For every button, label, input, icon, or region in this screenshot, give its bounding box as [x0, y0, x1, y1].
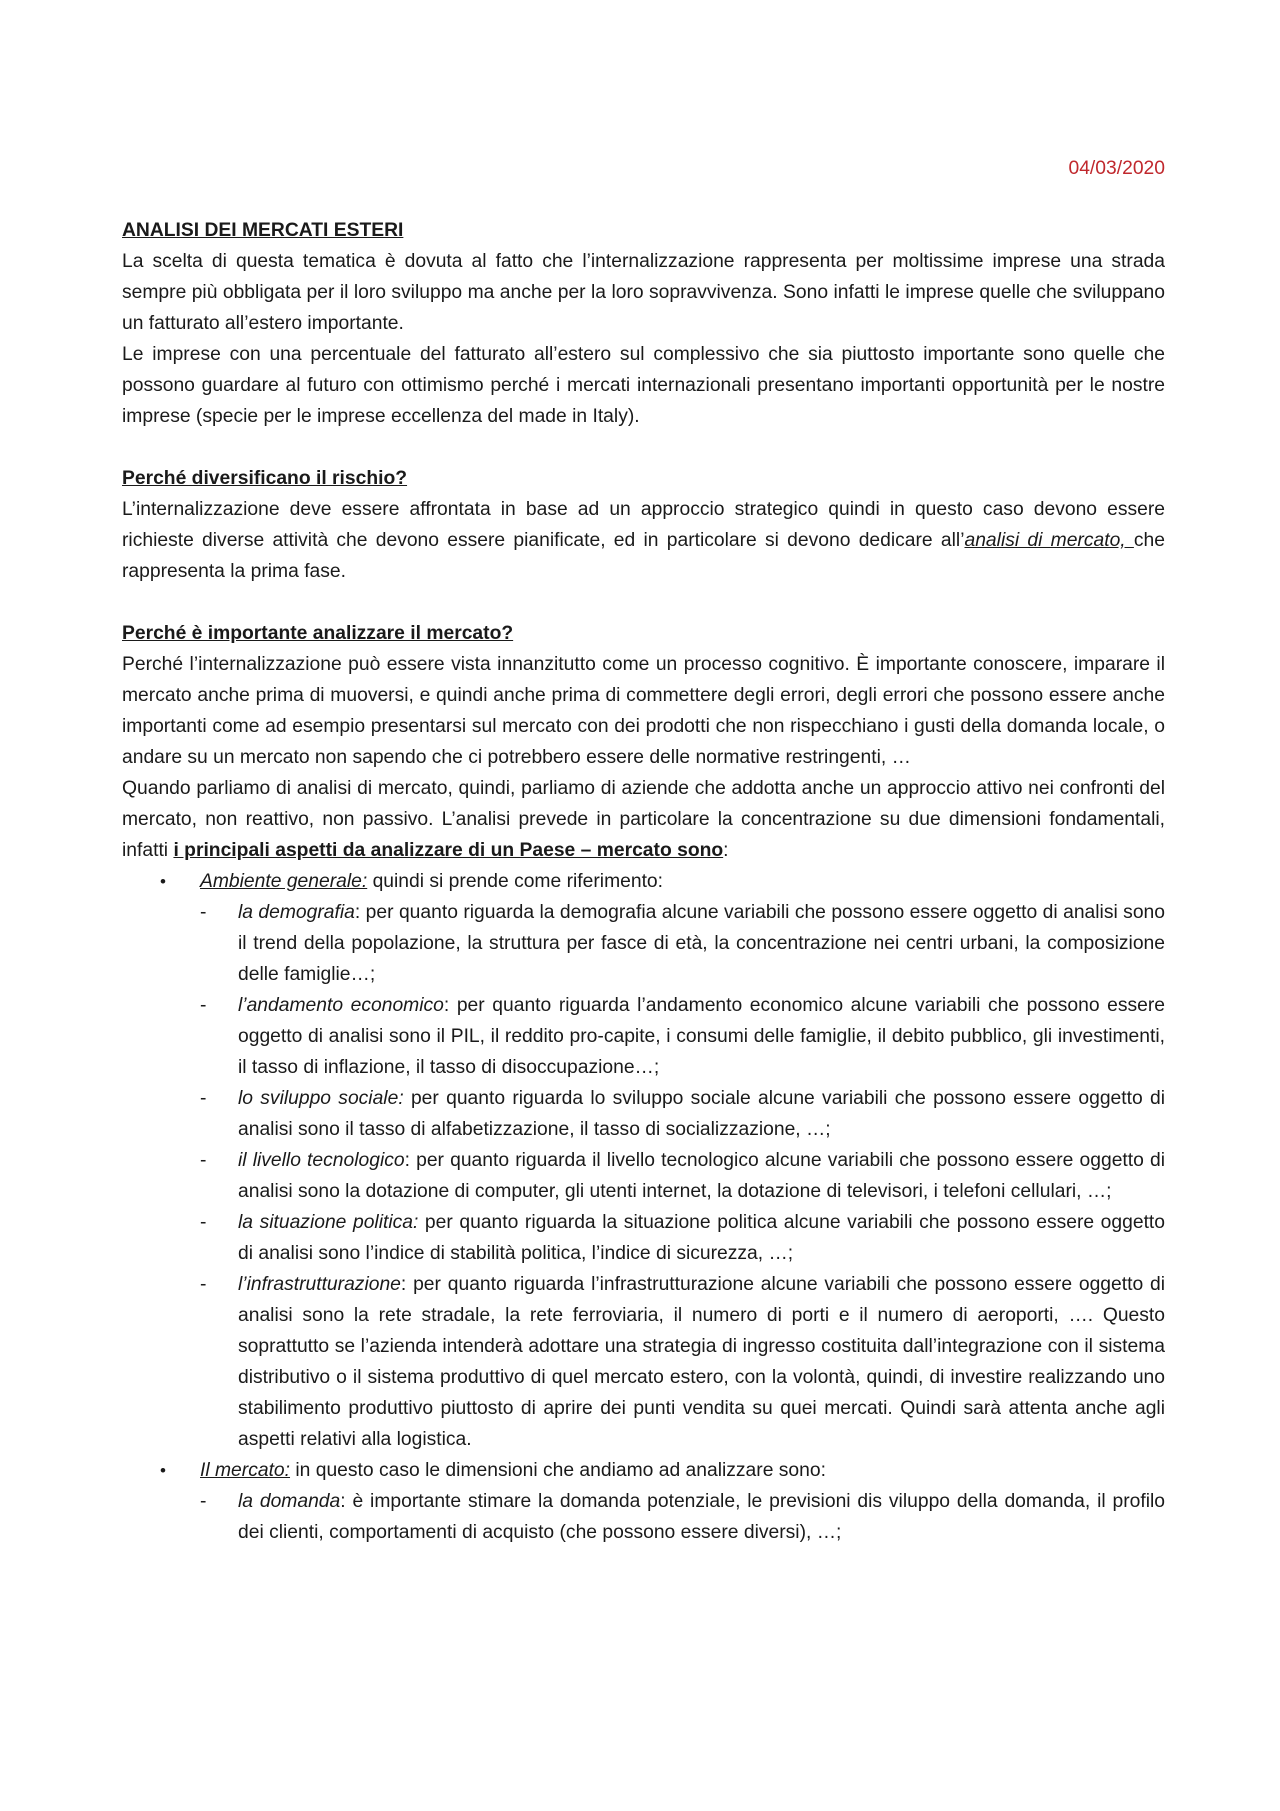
bullet-item-market — [122, 1455, 1165, 1548]
document-date: 04/03/2020 — [1068, 158, 1165, 179]
dash-text: : per quanto riguarda il livello tecnologico alcune variabili che possono essere oggetto di analisi sono la dotazione di computer, gli utenti internet, la dotazione di televisori, i telefoni cellulari, …; — [238, 1150, 1165, 1202]
dash-term: lo sviluppo sociale: — [238, 1088, 404, 1109]
dash-term: l’andamento economico — [238, 995, 444, 1016]
section-importance-emphasis: i principali aspetti da analizzare di un Paese – mercato sono — [173, 840, 724, 861]
document-title: ANALISI DEI MERCATI ESTERI — [122, 220, 404, 241]
bullet-title: Ambiente generale: — [200, 871, 368, 892]
dash-text: per quanto riguarda lo sviluppo sociale alcune variabili che possono essere oggetto di analisi sono il tasso di alfabetizzazione, il tasso di socializzazione, …; — [238, 1088, 1165, 1140]
dash-icon: - — [200, 1491, 207, 1512]
section-risk-text-before: L’internalizzazione deve essere affrontata in base ad un approccio strategico quindi in questo caso devono essere richieste diverse attività che devono essere pianificate, ed in particolare si devono dedicare all’ — [122, 499, 1165, 551]
dash-item — [200, 1486, 1165, 1548]
dash-item — [200, 990, 1165, 1083]
section-importance-text-before: Quando parliamo di analisi di mercato, quindi, parliamo di aziende che addotta anche un approccio attivo nei confronti del mercato, non reattivo, non passivo. L’analisi prevede in particolare la concentrazione su due dimensioni fondamentali, infatti — [122, 778, 1165, 861]
dash-term: la domanda — [238, 1491, 341, 1512]
bullet-text: in questo caso le dimensioni che andiamo ad analizzare sono: — [290, 1460, 826, 1481]
dash-item — [200, 1083, 1165, 1145]
section-importance-paragraph-1: Perché l’internalizzazione può essere vista innanzitutto come un processo cognitivo. È importante conoscere, imparare il mercato anche prima di muoversi, e quindi anche prima di commettere degli errori, degli errori che possono essere anche importanti come ad esempio presentarsi sul mercato con dei prodotti che non rispecchiano i gusti della domanda locale, o andare su un mercato non sapendo che ci potrebbero essere delle normative restringenti, … — [122, 654, 1165, 768]
section-risk-emphasis: analisi di mercato, — [964, 530, 1134, 551]
dash-text: : per quanto riguarda l’infrastrutturazione alcune variabili che possono essere oggetto di analisi sono la rete stradale, la rete ferroviaria, il numero di porti e il numero di aeroporti, …. Questo soprattutto se l’azienda intenderà adottare una strategia di ingresso costituita dall’integrazione con il sistema distributivo o il sistema produttivo di quel mercato estero, con la volontà, quindi, di investire realizzando uno stabilimento produttivo piuttosto di aprire dei punti vendita su quei mercati. Quindi sarà attenta anche agli aspetti relativi alla logistica. — [238, 1274, 1165, 1450]
bullet-icon: • — [160, 872, 166, 891]
section-importance-paragraph-2 — [122, 773, 1165, 866]
dash-term: l’infrastrutturazione — [238, 1274, 401, 1295]
section-heading-risk: Perché diversificano il rischio? — [122, 468, 408, 489]
dash-icon: - — [200, 902, 207, 923]
dash-term: il livello tecnologico — [238, 1150, 405, 1171]
section-risk-paragraph — [122, 494, 1165, 587]
intro-paragraph-1: La scelta di questa tematica è dovuta al fatto che l’internalizzazione rappresenta per moltissime imprese una strada sempre più obbligata per il loro sviluppo ma anche per la loro sopravvivenza. Sono infatti le imprese quelle che sviluppano un fatturato all’estero importante. — [122, 251, 1165, 334]
spacer — [122, 432, 1165, 463]
dash-icon: - — [200, 1088, 207, 1109]
dash-item — [200, 1269, 1165, 1455]
dash-text: : per quanto riguarda la demografia alcune variabili che possono essere oggetto di analisi sono il trend della popolazione, la struttura per fasce di età, la concentrazione nei centri urbani, la composizione delle famiglie…; — [238, 902, 1165, 985]
dash-icon: - — [200, 1212, 207, 1233]
dash-icon: - — [200, 995, 207, 1016]
dash-text: per quanto riguarda la situazione politica alcune variabili che possono essere oggetto di analisi sono l’indice di stabilità politica, l’indice di sicurezza, …; — [238, 1212, 1166, 1264]
intro-paragraph-2: Le imprese con una percentuale del fatturato all’estero sul complessivo che sia piuttosto importante sono quelle che possono guardare al futuro con ottimismo perché i mercati internazionali presentano importanti opportunità per le nostre imprese (specie per le imprese eccellenza del made in Italy). — [122, 344, 1165, 427]
bullet-title: Il mercato: — [200, 1460, 291, 1481]
dash-item — [200, 897, 1165, 990]
section-importance-text-after: : — [723, 840, 729, 861]
dash-item — [200, 1207, 1165, 1269]
dash-term: la situazione politica: — [238, 1212, 419, 1233]
document-body — [122, 215, 1165, 1548]
bullet-list — [122, 866, 1165, 1548]
dash-text: : per quanto riguarda l’andamento economico alcune variabili che possono essere oggetto di analisi sono il PIL, il reddito pro-capite, i consumi delle famiglie, il debito pubblico, gli investimenti, il tasso di inflazione, il tasso di disoccupazione…; — [238, 995, 1166, 1078]
spacer — [122, 587, 1165, 618]
dash-icon: - — [200, 1274, 207, 1295]
dash-term: la demografia — [238, 902, 355, 923]
dash-icon: - — [200, 1150, 207, 1171]
bullet-text: quindi si prende come riferimento: — [367, 871, 664, 892]
dash-list — [200, 897, 1165, 1455]
bullet-item-general-environment — [122, 866, 1165, 1455]
dash-text: : è importante stimare la domanda potenziale, le previsioni dis viluppo della domanda, il profilo dei clienti, comportamenti di acquisto (che possono essere diversi), …; — [238, 1491, 1165, 1543]
section-risk-text-after: che rappresenta la prima fase. — [122, 530, 1165, 582]
section-heading-importance: Perché è importante analizzare il mercato? — [122, 623, 514, 644]
dash-list — [200, 1486, 1165, 1548]
bullet-icon: • — [160, 1461, 166, 1480]
dash-item — [200, 1145, 1165, 1207]
